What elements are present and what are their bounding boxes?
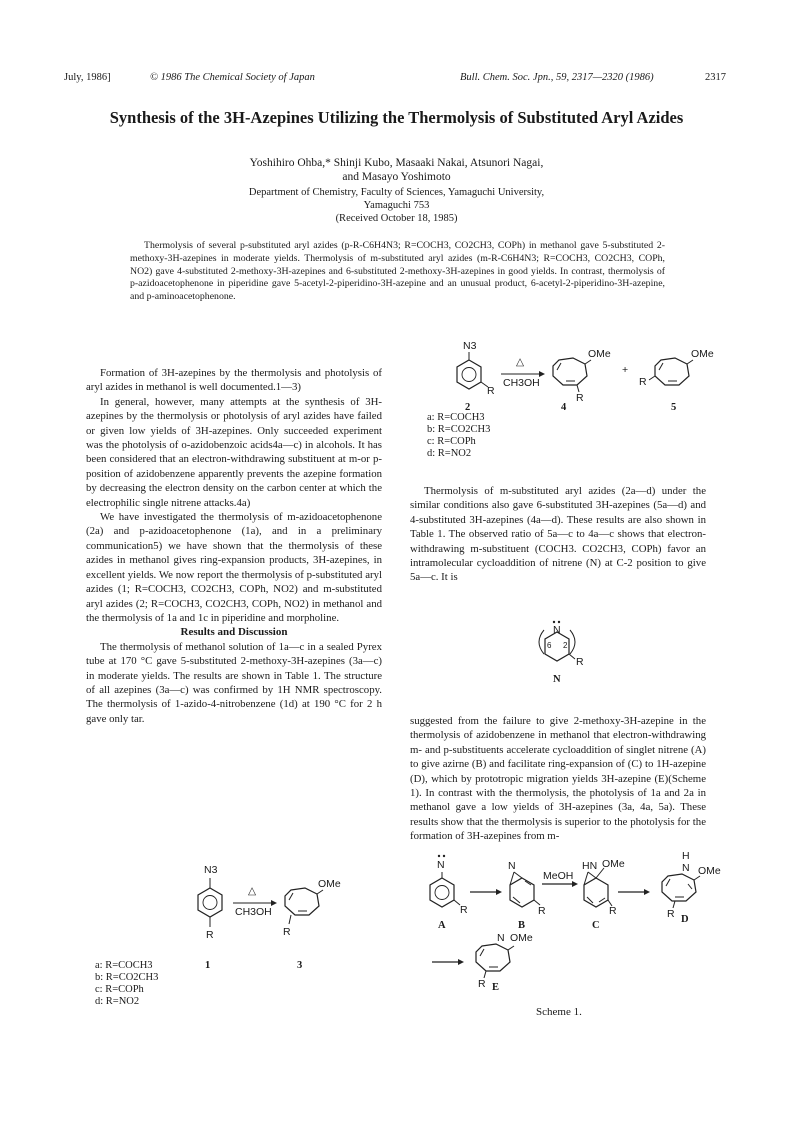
header-date: July, 1986] bbox=[64, 72, 111, 83]
substituent-a: a: R=COCH3 bbox=[427, 412, 485, 423]
substituent-c: c: R=COPh bbox=[95, 984, 144, 995]
substituent-r-5: R bbox=[639, 376, 647, 388]
right-column-top bbox=[410, 484, 706, 585]
methoxy-label-5: OMe bbox=[691, 348, 714, 360]
methoxy-label-d: OMe bbox=[698, 865, 721, 877]
substituent-r: R bbox=[576, 656, 584, 668]
product-e-label: E bbox=[492, 982, 500, 993]
nitrene-structure bbox=[520, 618, 600, 698]
scheme-caption: Scheme 1. bbox=[536, 1006, 582, 1018]
compound-number-3: 3 bbox=[297, 960, 303, 971]
compound-number-5: 5 bbox=[671, 402, 677, 413]
section-heading-results: Results and Discussion bbox=[180, 626, 288, 639]
header-page-number: 2317 bbox=[705, 72, 726, 83]
substituent-d: d: R=NO2 bbox=[95, 996, 140, 1007]
azepine-n-label-d: N bbox=[682, 862, 690, 874]
r-label-d: R bbox=[667, 908, 675, 920]
azepine-n-label-e: N bbox=[497, 932, 505, 944]
right-paragraph-1: Thermolysis of m-substituted aryl azides (2a—d) under the similar conditions also gave 6-substituted 3H-azepines (5a—d) and 4-substituted 3H-azepines (4a—d). These results are also shown in Table 1. The observed ratio of 5a—c to 4a—c shows that electron-withdrawing m-substituent (COCH3. CO2CH3, COPh) favor an intramolecular cycloaddition of nitrene (N) at C-2 position to give 5a—c. It is bbox=[410, 485, 706, 584]
reaction-figure-1 bbox=[95, 860, 395, 1030]
right-paragraph-2: suggested from the failure to give 2-methoxy-3H-azepine in the thermolysis of azidobenzene in methanol that electron-withdrawing m- and p-substituents accelerate cycloaddition of singlet nitrene (A) to give azirne (B) and facilitate ring-expansion of (C) to 1H-azepine (D), which by prototropic migration yields 3H-azepine (E)(Scheme 1). In contrast with the thermolysis, the photolysis of 1a and 2a in methanol gave a low yields of 3H-azepines (3a, 4a, 5a). These results show that the thermolysis is superior to the photolysis for the formation of 3H-azepines from m- bbox=[410, 715, 706, 843]
methoxy-label-c: OMe bbox=[602, 858, 625, 870]
left-column bbox=[86, 366, 382, 726]
nitrene-compound-label: N bbox=[553, 674, 561, 685]
left-paragraph-4: The thermolysis of methanol solution of 1a—c in a sealed Pyrex tube at 170 °C gave 5-substituted 2-methoxy-3H-azepines (3a—c) in moderate yields. The results are shown in Table 1. The structure of all azepines (3a—c) was confirmed by 1H NMR spectroscopy. The thermolysis of 1-azido-4-nitrobenzene (1d) at 190 °C for 2 h gave only tar. bbox=[86, 640, 382, 725]
solvent-label: CH3OH bbox=[503, 377, 540, 389]
methoxy-label-e: OMe bbox=[510, 932, 533, 944]
header-journal: Bull. Chem. Soc. Jpn., 59, 2317—2320 (1986) bbox=[460, 72, 654, 83]
r-label-e: R bbox=[478, 978, 486, 990]
heat-symbol: △ bbox=[516, 356, 525, 368]
substituent-list-2 bbox=[427, 412, 490, 460]
authors-line-2: and Masayo Yoshimoto bbox=[342, 171, 451, 183]
solvent-label: CH3OH bbox=[235, 906, 272, 918]
plus-sign: + bbox=[622, 364, 629, 376]
substituent-r-4: R bbox=[576, 392, 584, 404]
affiliation-line-2: Yamaguchi 753 bbox=[363, 200, 430, 211]
methoxy-label: OMe bbox=[318, 878, 341, 890]
affiliation-line-1: Department of Chemistry, Faculty of Sciences, Yamaguchi University, bbox=[248, 187, 545, 198]
reaction-figure-2 bbox=[425, 340, 725, 470]
author-list bbox=[60, 156, 733, 184]
substituent-d: d: R=NO2 bbox=[427, 448, 472, 459]
substituent-r-product: R bbox=[283, 926, 291, 938]
abstract-text: Thermolysis of several p-substituted aryl azides (p-R-C6H4N3; R=COCH3, CO2CH3, COPh) in methanol gave 5-substituted 2-methoxy-3H-azepines in moderate yields. Thermolysis of m-substituted aryl azides (m-R-C6H4N3; R=COCH3, CO2CH3, COPh, NO2) gave 4-substituted 2-methoxy-3H-azepines and 6-substituted 2-methoxy-3H-azepines in good yields. In contrast, thermolysis of p-azidoacetophenone in piperidine gave 5-acetyl-2-piperidino-3H-azepine and an unusual product, 6-acetyl-2-piperidino-3H-azepine, and p-aminoacetophenone. bbox=[130, 240, 665, 303]
nitrene-n-label: N bbox=[437, 859, 445, 871]
substituent-r-start: R bbox=[487, 385, 495, 397]
r-label-b: R bbox=[538, 905, 546, 917]
substituent-list-1 bbox=[95, 960, 158, 1008]
methanol-label: MeOH bbox=[543, 870, 574, 882]
intermediate-a-label: A bbox=[438, 920, 446, 931]
left-paragraph-2: In general, however, many attempts at the synthesis of 3H-azepines by the thermolysis or photolysis of aryl azides have failed or given low yields of 3H-azepines. Only succeeded experiment was the photolysis of o-azidobenzoic acids4a—c) in alcohols. It has been considered that an electron-withdrawing substituent at m-or p-position of azidobenzene apparently prevents the azepine formation by decreasing the electron density on the carbon center at which the electrophilic single nitrene attacks.4a) bbox=[86, 395, 382, 509]
authors-line-1: Yoshihiro Ohba,* Shinji Kubo, Masaaki Nakai, Atsunori Nagai, bbox=[249, 157, 544, 169]
intermediate-d-label: D bbox=[681, 914, 689, 925]
compound-number-2: 2 bbox=[465, 402, 471, 413]
received-date: (Received October 18, 1985) bbox=[335, 213, 458, 224]
aziridine-n-label: N bbox=[508, 860, 516, 872]
intermediate-c-label: C bbox=[592, 920, 600, 931]
carbon-6-label: 6 bbox=[547, 641, 552, 650]
substituent-b: b: R=CO2CH3 bbox=[427, 424, 491, 435]
heat-symbol: △ bbox=[248, 885, 257, 897]
substituent-c: c: R=COPh bbox=[427, 436, 476, 447]
substituent-b: b: R=CO2CH3 bbox=[95, 972, 159, 983]
left-paragraph-3: We have investigated the thermolysis of m-azidoacetophenone (2a) and p-azidoacetophenone (1a), and in a preliminary communication5) we have shown that the thermolysis of these azides in methanol gives ring-expansion products, 3H-azepines, in excellent yields. We now report the thermolysis of p-substituted aryl azides (1; R=COCH3, CO2CH3, COPh, NO2) and m-substituted aryl azides (2; R=COCH3, CO2CH3, COPh, NO2) in methanol and the thermolysis of 1a and 1c in piperidine and morpholine. bbox=[86, 511, 382, 624]
substituent-a: a: R=COCH3 bbox=[95, 960, 153, 971]
scheme-1 bbox=[420, 848, 720, 1028]
abstract bbox=[130, 240, 665, 304]
compound-number-4: 4 bbox=[561, 402, 567, 413]
r-label-a: R bbox=[460, 904, 468, 916]
substituent-r-start: R bbox=[206, 929, 214, 941]
methoxy-label-4: OMe bbox=[588, 348, 611, 360]
hn-label: HN bbox=[582, 860, 598, 872]
right-column-bottom bbox=[410, 714, 706, 844]
carbon-2-label: 2 bbox=[563, 641, 568, 650]
intermediate-b-label: B bbox=[518, 920, 526, 931]
azide-group-label: N3 bbox=[463, 340, 477, 352]
r-label-c: R bbox=[609, 905, 617, 917]
azide-group-label: N3 bbox=[204, 864, 218, 876]
compound-number-1: 1 bbox=[205, 960, 211, 971]
left-paragraph-1: Formation of 3H-azepines by the thermolysis and photolysis of aryl azides in methanol is well documented.1—3) bbox=[86, 367, 382, 394]
nitrene-atom-label: N bbox=[553, 624, 561, 636]
header-copyright: © 1986 The Chemical Society of Japan bbox=[150, 72, 315, 83]
paper-title: Synthesis of the 3H-Azepines Utilizing the Thermolysis of Substituted Aryl Azides bbox=[109, 108, 684, 127]
h-label: H bbox=[682, 850, 690, 862]
affiliation bbox=[60, 186, 733, 225]
